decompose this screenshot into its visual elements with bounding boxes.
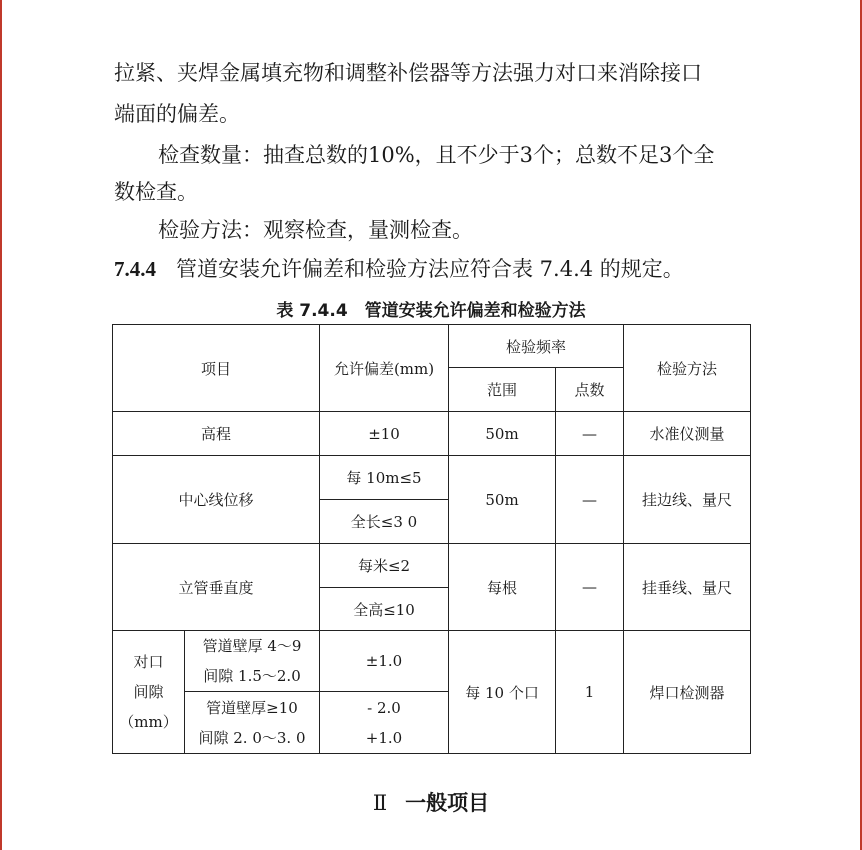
elevation-tolerance: ±10 — [320, 412, 449, 456]
joint-sub-a-line-2: 间隙 1.5～2.0 — [203, 667, 301, 685]
riser-range: 每根 — [449, 544, 556, 631]
table-row — [113, 456, 751, 500]
elevation-points: — — [556, 412, 624, 456]
section-roman-numeral: Ⅱ — [372, 791, 388, 815]
riser-method: 挂垂线、量尺 — [624, 544, 751, 631]
joint-range: 每 10 个口 — [449, 631, 556, 754]
elevation-item: 高程 — [113, 412, 320, 456]
centerline-tolerance-a: 每 10m≤5 — [320, 456, 449, 500]
riser-points: — — [556, 544, 624, 631]
joint-sub-a-line-1: 管道壁厚 4～9 — [202, 637, 302, 655]
centerline-method: 挂边线、量尺 — [624, 456, 751, 544]
riser-tolerance-a: 每米≤2 — [320, 544, 449, 588]
header-tolerance: 允许偏差(mm) — [320, 325, 449, 412]
joint-sub-a — [185, 631, 320, 692]
clause-7-4-4 — [114, 250, 754, 288]
centerline-points: — — [556, 456, 624, 544]
page-edge-left — [0, 0, 2, 850]
body-line-5: 检验方法：观察检查，量测检查。 — [158, 218, 473, 242]
joint-sub-b — [185, 692, 320, 754]
table-row — [113, 631, 751, 692]
section-title: 一般项目 — [405, 791, 490, 815]
header-range: 范围 — [449, 368, 556, 412]
elevation-method: 水准仪测量 — [624, 412, 751, 456]
body-line-4: 数检查。 — [114, 180, 198, 204]
section-heading — [0, 787, 862, 817]
body-line-1: 拉紧、夹焊金属填充物和调整补偿器等方法强力对口来消除接口 — [114, 61, 702, 85]
elevation-range: 50m — [449, 412, 556, 456]
joint-tolerance-b-line-1: - 2.0 — [367, 698, 401, 717]
body-line-3: 检查数量：抽查总数的10%，且不少于3个；总数不足3个全 — [158, 143, 715, 167]
centerline-tolerance-b: 全长≤3 0 — [320, 500, 449, 544]
joint-item-line-3: （mm） — [119, 713, 178, 731]
centerline-range: 50m — [449, 456, 556, 544]
header-item: 项目 — [113, 325, 320, 412]
tolerance-table — [112, 324, 751, 754]
header-method: 检验方法 — [624, 325, 751, 412]
clause-number: 7.4.4 — [114, 257, 156, 281]
joint-sub-b-line-1: 管道壁厚≥10 — [206, 698, 298, 717]
table-row — [113, 544, 751, 588]
clause-text: 管道安装允许偏差和检验方法应符合表 7.4.4 的规定。 — [176, 257, 684, 281]
body-line-2: 端面的偏差。 — [114, 102, 240, 126]
riser-tolerance-b: 全高≤10 — [320, 588, 449, 631]
centerline-item: 中心线位移 — [113, 456, 320, 544]
header-points: 点数 — [556, 368, 624, 412]
header-row-1 — [113, 325, 751, 368]
header-frequency: 检验频率 — [449, 325, 624, 368]
joint-tolerance-b-line-2: +1.0 — [365, 728, 403, 747]
table-row — [113, 412, 751, 456]
joint-sub-b-line-2: 间隙 2. 0～3. 0 — [198, 728, 306, 747]
joint-item-line-2: 间隙 — [133, 683, 164, 701]
joint-item — [113, 631, 185, 754]
joint-tolerance-b — [320, 692, 449, 754]
joint-tolerance-a: ±1.0 — [320, 631, 449, 692]
joint-method: 焊口检测器 — [624, 631, 751, 754]
table-title: 表 7.4.4 管道安装允许偏差和检验方法 — [276, 301, 586, 321]
joint-item-line-1: 对口 — [133, 653, 164, 671]
riser-item: 立管垂直度 — [113, 544, 320, 631]
joint-points: 1 — [556, 631, 624, 754]
